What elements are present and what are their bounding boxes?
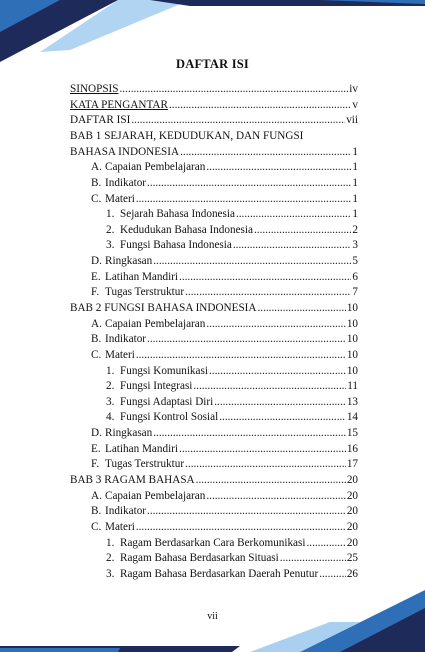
- dot-leader: [233, 238, 352, 254]
- toc-entry[interactable]: [70, 410, 358, 426]
- toc-entry[interactable]: [70, 113, 358, 129]
- toc-entry-number: 2.: [106, 552, 115, 565]
- toc-entry-page: 20: [346, 520, 358, 533]
- toc-entry-page: 6: [352, 270, 358, 283]
- dot-leader: [179, 442, 346, 458]
- toc-entry-number: B.: [91, 333, 102, 346]
- toc-entry-label: Fungsi Integrasi: [120, 380, 193, 393]
- toc-entry[interactable]: [70, 317, 358, 333]
- toc-entry-label: Ringkasan: [105, 255, 153, 268]
- toc-entry-label: Materi: [105, 192, 135, 205]
- toc-entry-page: 5: [352, 255, 358, 268]
- toc-entry-number: A.: [91, 161, 102, 174]
- toc-entry[interactable]: [70, 348, 358, 364]
- toc-entry-page: 13: [346, 395, 358, 408]
- dot-leader: [185, 285, 351, 301]
- toc-entry-page: v: [352, 98, 358, 111]
- dot-leader: [136, 348, 346, 364]
- toc-entry-page: vii: [346, 114, 358, 127]
- toc-entry[interactable]: [70, 301, 358, 317]
- dot-leader: [180, 145, 351, 161]
- toc-entry-page: 10: [346, 302, 358, 314]
- toc-entry[interactable]: [70, 442, 358, 458]
- toc-entry-page: 14: [346, 411, 358, 424]
- toc-entry[interactable]: [70, 364, 358, 380]
- toc-entry-label: Capaian Pembelajaran: [105, 489, 206, 502]
- toc-entry[interactable]: [70, 457, 358, 473]
- toc-entry-page: 15: [346, 427, 358, 440]
- toc-entry[interactable]: [70, 395, 358, 411]
- dot-leader: [193, 379, 346, 395]
- toc-entry-label: SINOPSIS: [70, 83, 119, 95]
- toc-entry-number: B.: [91, 176, 102, 189]
- toc-entry-number: 2.: [106, 223, 115, 236]
- page-number: vii: [207, 611, 218, 622]
- toc-entry[interactable]: [70, 567, 358, 583]
- toc-entry-page: 1: [352, 145, 358, 158]
- toc-entry-number: A.: [91, 489, 102, 502]
- toc-entry[interactable]: [70, 285, 358, 301]
- toc-entry-page: 10: [346, 348, 358, 361]
- toc-entry[interactable]: [70, 489, 358, 505]
- toc-entry-label: BAB 1 SEJARAH, KEDUDUKAN, DAN FUNGSI: [70, 129, 304, 142]
- toc-entry-page: 11: [347, 380, 358, 393]
- toc-entry[interactable]: [70, 207, 358, 223]
- toc-entry-label: Materi: [105, 520, 135, 533]
- toc-entry-label: Indikator: [105, 505, 147, 518]
- toc-entry-label: Fungsi Komunikasi: [120, 364, 208, 377]
- toc-entry-label: Ragam Bahasa Berdasarkan Daerah Penutur: [120, 567, 319, 580]
- dot-leader: [219, 410, 346, 426]
- toc-entry-page: 2: [352, 223, 358, 236]
- toc-entry-number: 2.: [106, 380, 115, 393]
- dot-leader: [169, 98, 351, 114]
- dot-leader: [131, 113, 345, 129]
- toc-entry[interactable]: [70, 426, 358, 442]
- toc-entry-page: 20: [346, 505, 358, 518]
- toc-entry-number: 1.: [106, 536, 115, 549]
- toc-title: DAFTAR ISI: [176, 57, 249, 71]
- toc-entry[interactable]: [70, 473, 358, 489]
- toc-entry[interactable]: [70, 176, 358, 192]
- toc-entry[interactable]: [70, 520, 358, 536]
- toc-entry-page: 25: [346, 552, 358, 565]
- toc-entry-number: C.: [91, 192, 102, 205]
- dot-leader: [153, 254, 351, 270]
- toc-entry[interactable]: [70, 82, 358, 98]
- dot-leader: [147, 504, 346, 520]
- toc-entry-page: 3: [352, 239, 358, 252]
- toc-entry-label: Tugas Terstruktur: [105, 458, 185, 471]
- toc-entry-page: 1: [352, 192, 358, 205]
- toc-entry-number: 3.: [106, 239, 115, 252]
- toc-entry[interactable]: [70, 160, 358, 176]
- toc-entry-page: 26: [346, 567, 358, 580]
- toc-entry[interactable]: [70, 332, 358, 348]
- toc-entry-number: 1.: [106, 364, 115, 377]
- dot-leader: [179, 270, 351, 286]
- toc-entry-number: 3.: [106, 395, 115, 408]
- toc-entry-label: Ragam Berdasarkan Cara Berkomunikasi: [120, 536, 306, 549]
- dot-leader: [280, 551, 346, 567]
- toc-entry-page: 16: [346, 442, 358, 455]
- dot-leader: [136, 520, 346, 536]
- toc-entry[interactable]: [70, 504, 358, 520]
- dot-leader: [136, 192, 352, 208]
- toc-entry-label: Ringkasan: [105, 427, 153, 440]
- toc-entry-page: 10: [346, 364, 358, 377]
- toc-entry-page: 1: [352, 176, 358, 189]
- toc-entry-label: Latihan Mandiri: [105, 442, 179, 455]
- toc-entry-page: 20: [346, 536, 358, 549]
- dot-leader: [206, 317, 345, 333]
- toc-entry-label: Capaian Pembelajaran: [105, 317, 206, 330]
- dot-leader: [206, 489, 345, 505]
- toc-entry-number: 3.: [106, 567, 115, 580]
- toc-entry[interactable]: [70, 270, 358, 286]
- toc-entry-label: Ragam Bahasa Berdasarkan Situasi: [120, 552, 279, 565]
- toc-entry-number: D.: [91, 427, 102, 440]
- toc-entry-label: Fungsi Bahasa Indonesia: [120, 239, 232, 252]
- dot-leader: [214, 395, 346, 411]
- dot-leader: [120, 82, 349, 98]
- toc-entry-page: 10: [346, 333, 358, 346]
- toc-entry-label: Sejarah Bahasa Indonesia: [120, 208, 235, 221]
- table-of-contents: [70, 82, 358, 583]
- toc-entry-label: Capaian Pembelajaran: [105, 161, 206, 174]
- dot-leader: [206, 160, 351, 176]
- toc-entry-number: F.: [91, 286, 100, 299]
- toc-entry[interactable]: [70, 254, 358, 270]
- toc-entry-label: BAB 3 RAGAM BAHASA: [70, 474, 195, 487]
- toc-entry[interactable]: [70, 551, 358, 567]
- toc-entry-number: D.: [91, 255, 102, 268]
- dot-leader: [185, 457, 346, 473]
- toc-entry-page: 1: [352, 161, 358, 174]
- toc-entry-label: Fungsi Kontrol Sosial: [120, 411, 219, 424]
- bottom-corner-decoration: [0, 582, 425, 652]
- toc-entry[interactable]: [70, 379, 358, 395]
- dot-leader: [153, 426, 346, 442]
- toc-entry-page: iv: [349, 83, 358, 95]
- toc-entry[interactable]: [70, 223, 358, 239]
- toc-entry-number: E.: [91, 442, 101, 455]
- toc-entry-number: A.: [91, 317, 102, 330]
- toc-entry-number: E.: [91, 270, 101, 283]
- toc-entry[interactable]: [70, 98, 358, 114]
- dot-leader: [319, 567, 346, 583]
- dot-leader: [209, 364, 346, 380]
- toc-entry-number: B.: [91, 505, 102, 518]
- dot-leader: [257, 301, 345, 317]
- toc-entry-label-continued: BAHASA INDONESIA: [70, 145, 180, 158]
- toc-entry-page: 7: [352, 286, 358, 299]
- toc-entry[interactable]: [70, 129, 358, 160]
- toc-entry-page: 10: [346, 317, 358, 330]
- toc-entry-label: BAB 2 FUNGSI BAHASA INDONESIA: [70, 302, 257, 314]
- dot-leader: [196, 473, 346, 489]
- toc-entry[interactable]: [70, 192, 358, 208]
- dot-leader: [236, 207, 351, 223]
- toc-entry-number: C.: [91, 348, 102, 361]
- toc-entry-label: Indikator: [105, 333, 147, 346]
- toc-entry-number: 1.: [106, 208, 115, 221]
- toc-entry[interactable]: [70, 238, 358, 254]
- toc-entry-page: 20: [346, 474, 358, 487]
- toc-entry-label: Fungsi Adaptasi Diri: [120, 395, 214, 408]
- toc-entry-number: C.: [91, 520, 102, 533]
- toc-entry-number: F.: [91, 458, 100, 471]
- toc-entry-label: Latihan Mandiri: [105, 270, 179, 283]
- toc-entry-label: KATA PENGANTAR: [70, 98, 168, 111]
- toc-entry-page: 1: [352, 208, 358, 221]
- toc-entry-label: Kedudukan Bahasa Indonesia: [120, 223, 253, 236]
- toc-entry-label: Materi: [105, 348, 135, 361]
- dot-leader: [147, 176, 351, 192]
- dot-leader: [306, 536, 345, 552]
- toc-entry-page: 20: [346, 489, 358, 502]
- toc-entry[interactable]: [70, 536, 358, 552]
- toc-entry-label: DAFTAR ISI: [70, 114, 131, 127]
- toc-entry-label: Tugas Terstruktur: [105, 286, 185, 299]
- dot-leader: [147, 332, 346, 348]
- toc-entry-number: 4.: [106, 411, 115, 424]
- toc-entry-label: Indikator: [105, 176, 147, 189]
- dot-leader: [254, 223, 351, 239]
- toc-entry-page: 17: [346, 458, 358, 471]
